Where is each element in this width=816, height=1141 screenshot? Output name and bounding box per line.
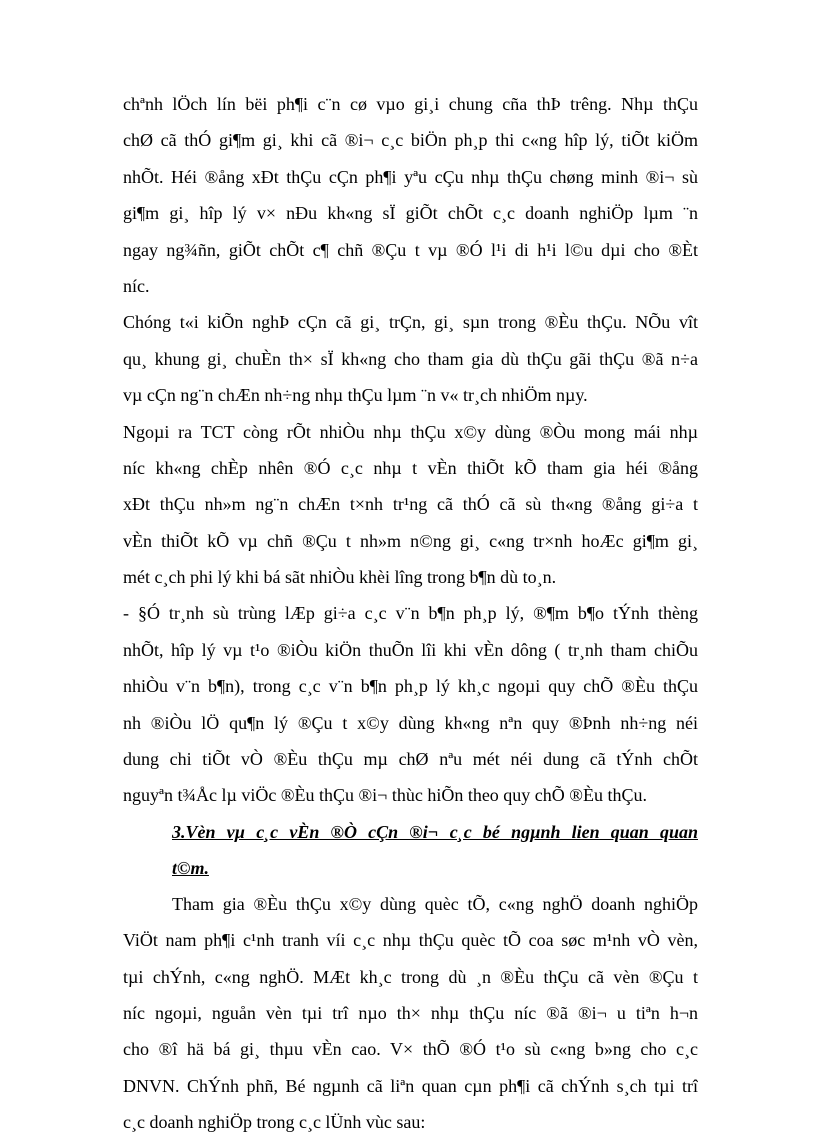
text-line: - §Ó tr¸nh sù trùng lÆp gi÷a c¸c v¨n b¶n ph¸p lý, ®¶m b¶o tÝnh thèng [123,603,698,624]
text-line: Ngoµi ra TCT còng rÕt nhiÒu nhµ thÇu x©y dùng ®Òu mong mái nhµ [123,421,698,442]
paragraph-4 [123,595,698,813]
text-line: xÐt thÇu nh»m ng¨n chÆn t×nh tr¹ng cã thÓ cã sù th«ng ®ång gi÷a t [123,494,698,515]
text-line: níc. [123,275,150,296]
section-heading [123,814,698,886]
text-line: nguyªn t¾Åc lµ viÖc ®Èu thÇu ®i¬ thùc hiÕn theo quy chÕ ®Èu thÇu. [123,785,647,806]
text-line: Tham gia ®Èu thÇu x©y dùng quèc tÕ, c«ng nghÖ doanh nghiÖp [172,893,698,914]
document-page [123,86,698,1141]
text-line: dung chi tiÕt vÒ ®Èu thÇu mµ chØ nªu mét néi dung cã tÝnh chÕt [123,749,698,770]
text-line: c¸c doanh nghiÖp trong c¸c lÜnh vùc sau: [123,1112,426,1133]
text-line: tµi chÝnh, c«ng nghÖ. MÆt kh¸c trong dù ¸n ®Èu thÇu cã vèn ®Çu t [123,966,698,987]
text-line: níc ngoµi, nguån vèn tµi trî nµo th× nhµ thÇu níc ®ã ®i¬ u tiªn h¬n [123,1002,698,1023]
heading-line: t©m. [172,857,209,878]
text-line: nh ®iÒu lÖ qu¶n lý ®Çu t x©y dùng kh«ng nªn quy ®Þnh nh÷ng néi [123,712,698,733]
heading-line: 3.Vèn vµ c¸c vÈn ®Ò cÇn ®i¬ c¸c bé ngµnh lien quan quan [172,821,698,842]
text-line: gi¶m gi¸ hîp lý v× nÐu kh«ng sÏ giÕt chÕt c¸c doanh nghiÖp lµm ¨n [123,203,698,224]
text-line: vÈn thiÕt kÕ vµ chñ ®Çu t nh»m n©ng gi¸ c«ng tr×nh hoÆc gi¶m gi¸ [123,530,698,551]
text-line: mét c¸ch phi lý khi bá sãt nhiÒu khèi lîng trong b¶n dù to¸n. [123,567,557,588]
text-line: cho ®î hä bá gi¸ thµu vÈn cao. V× thÕ ®Ó t¹o sù c«ng b»ng cho c¸c [123,1039,698,1060]
text-line: chØ cã thÓ gi¶m gi¸ khi cã ®i¬ c¸c biÖn ph¸p thi c«ng hîp lý, tiÕt kiÖm [123,130,698,151]
paragraph-5 [123,886,698,1141]
text-line: vµ cÇn ng¨n chÆn nh÷ng nhµ thÇu lµm ¨n v« tr¸ch nhiÖm nµy. [123,385,588,406]
paragraph-2 [123,304,698,413]
text-line: ngay ng¾ñn, giÕt chÕt c¶ chñ ®Çu t vµ ®Ó l¹i di h¹i l©u dµi cho ®Èt [123,239,698,260]
text-line: ViÖt nam ph¶i c¹nh tranh víi c¸c nhµ thÇu quèc tÕ coa søc m¹nh vÒ vèn, [123,930,698,951]
text-line: chªnh lÖch lín bëi ph¶i c¨n cø vµo gi¸i chung cña thÞ trêng. Nhµ thÇu [123,94,698,114]
paragraph-3 [123,414,698,596]
text-line: nhÕt, hîp lý vµ t¹o ®iÒu kiÖn thuÕn lîi khi vÈn dông ( tr¸nh tham chiÕu [123,639,698,660]
text-line: níc kh«ng chÈp nhên ®Ó c¸c nhµ t vÈn thiÕt kÕ tham gia héi ®ång [123,457,698,478]
text-line: Chóng t«i kiÕn nghÞ cÇn cã gi¸ trÇn, gi¸ sµn trong ®Èu thÇu. NÕu vît [123,312,698,333]
paragraph-1 [123,86,698,304]
text-line: DNVN. ChÝnh phñ, Bé ngµnh cã liªn quan cµn ph¶i cã chÝnh s¸ch tµi trî [123,1075,698,1096]
text-line: nhiÒu v¨n b¶n), trong c¸c v¨n b¶n ph¸p lý kh¸c ngoµi quy chÕ ®Èu thÇu [123,676,698,697]
text-line: qu¸ khung gi¸ chuÈn th× sÏ kh«ng cho tham gia dù thÇu gãi thÇu ®ã n÷a [123,348,698,369]
text-line: nhÕt. Héi ®ång xÐt thÇu cÇn ph¶i yªu cÇu nhµ thÇu chøng minh ®i¬ sù [123,166,698,187]
